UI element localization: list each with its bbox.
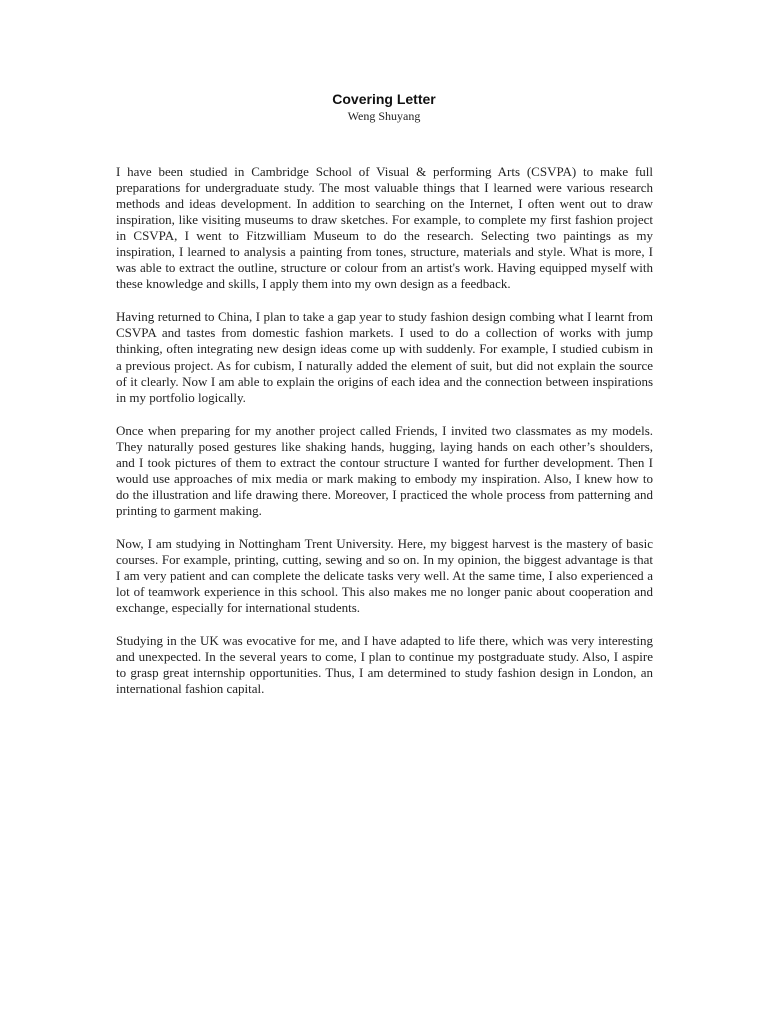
- document-title: Covering Letter: [332, 91, 436, 107]
- letter-body: [116, 164, 653, 714]
- paragraph-4: Now, I am studying in Nottingham Trent University. Here, my biggest harvest is the mastery of basic courses. For example, printing, cutting, sewing and so on. In my opinion, the biggest advantage is that I am very patient and can complete the delicate tasks very well. At the same time, I also experienced a lot of teamwork experience in this school. This also makes me no longer panic about cooperation and exchange, especially for international students.: [116, 535, 653, 616]
- paragraph-2: Having returned to China, I plan to take a gap year to study fashion design combing what I learnt from CSVPA and tastes from domestic fashion markets. I used to do a collection of works with jump thinking, often integrating new design ideas come up with suddenly. For example, I studied cubism in a previous project. As for cubism, I naturally added the element of suit, but did not explain the source of it clearly. Now I am able to explain the origins of each idea and the connection between inspirations in my portfolio logically.: [116, 309, 653, 405]
- paragraph-3: Once when preparing for my another project called Friends, I invited two classmates as my models. They naturally posed gestures like shaking hands, hugging, laying hands on each other’s shoulders, and I took pictures of them to extract the contour structure I wanted for further development. Then I would use approaches of mix media or mark making to embody my inspiration. Also, I knew how to do the illustration and life drawing there. Moreover, I practiced the whole process from patterning and printing to garment making.: [116, 422, 653, 518]
- paragraph-5: Studying in the UK was evocative for me, and I have adapted to life there, which was very interesting and unexpected. In the several years to come, I plan to continue my postgraduate study. Also, I aspire to grasp great internship opportunities. Thus, I am determined to study fashion design in London, an international fashion capital.: [116, 633, 653, 697]
- author-name: Weng Shuyang: [347, 109, 421, 123]
- paragraph-1: I have been studied in Cambridge School of Visual & performing Arts (CSVPA) to make full preparations for undergraduate study. The most valuable things that I learned were various research methods and ideas development. In addition to searching on the Internet, I often went out to draw inspiration, like visiting museums to draw sketches. For example, to complete my first fashion project in CSVPA, I went to Fitzwilliam Museum to do the research. Selecting two paintings as my inspiration, I learned to analysis a painting from tones, structure, materials and style. What is more, I was able to extract the outline, structure or colour from an artist's work. Having equipped myself with these knowledge and skills, I apply them into my own design as a feedback.: [116, 164, 653, 292]
